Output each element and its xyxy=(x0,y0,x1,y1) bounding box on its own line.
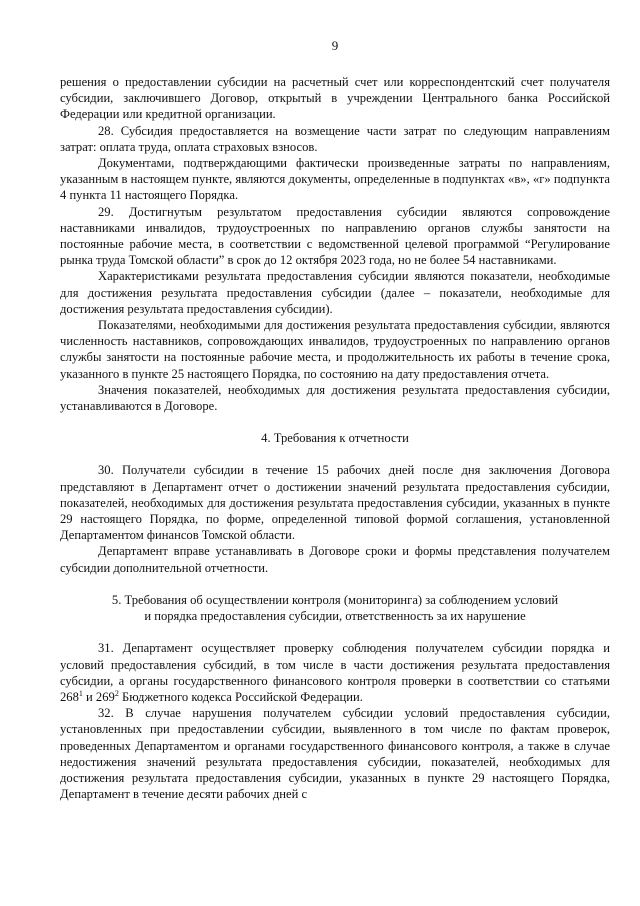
paragraph-characteristics: Характеристиками результата предоставления субсидии являются показатели, необходимые для достижения результата предоставления субсидии (далее – показатели, необходимые для достижения результата предоставления субсидии). xyxy=(60,269,610,316)
superscript-2: 2 xyxy=(114,688,119,698)
section-heading-5-line2: и порядка предоставления субсидии, ответственность за их нарушение xyxy=(144,609,526,624)
paragraph-28: 28. Субсидия предоставляется на возмещение части затрат по следующим направлениям затрат: оплата труда, оплата страховых взносов. xyxy=(60,123,610,154)
section-heading-5 xyxy=(60,592,610,624)
paragraph-32: 32. В случае нарушения получателем субсидии условий предоставления субсидии, установленных при предоставлении субсидии, выявленного в том числе по фактам проверок, проведенных Департаментом и органами государственного финансового контроля, а также в случае недостижения значений результата предоставления субсидии, показателей, необходимых для достижения результата предоставления субсидии, указанных в пункте 29 настоящего Порядка, Департамент в течение десяти рабочих дней с xyxy=(60,706,610,802)
document-body xyxy=(60,74,610,802)
paragraph-31-text-b: и 269 xyxy=(82,689,115,704)
paragraph-indicators: Показателями, необходимыми для достижения результата предоставления субсидии, являются численность наставников, сопровождающих инвалидов, трудоустроенных по направлению органов службы занятости на постоянные рабочие места, и продолжительность их работы в течение срока, указанного в пункте 25 настоящего Порядка, по состоянию на дату предоставления отчета. xyxy=(60,318,610,381)
paragraph-continuation: решения о предоставлении субсидии на расчетный счет или корреспондентский счет получателя субсидии, заключившего Договор, открытый в учреждении Центрального банка Российской Федерации или кредитной организации. xyxy=(60,75,610,122)
paragraph-values: Значения показателей, необходимых для достижения результата предоставления субсидии, устанавливаются в Договоре. xyxy=(60,382,610,414)
page-number: 9 xyxy=(331,38,339,53)
section-heading-5-line1: 5. Требования об осуществлении контроля (мониторинга) за соблюдением условий xyxy=(111,592,559,607)
paragraph-31 xyxy=(60,640,610,705)
paragraph-31-text-c: Бюджетного кодекса Российской Федерации. xyxy=(118,689,363,704)
paragraph-29: 29. Достигнутым результатом предоставления субсидии являются сопровождение наставниками инвалидов, трудоустроенных по направлению органов службы занятости на постоянные рабочие места, в соответствии с ведомственной целевой программой “Регулирование рынка труда Томской области” в срок до 12 октября 2023 года, но не более 54 наставниками. xyxy=(60,204,610,268)
paragraph-31-text-a: 31. Департамент осуществляет проверку соблюдения получателем субсидии порядка и условий предоставления субсидий, в том числе в части достижения результата предоставления субсидии, а органы государственного финансового контроля проверки в соответствии со статьями 268 xyxy=(60,641,610,704)
superscript-1: 1 xyxy=(78,688,83,698)
paragraph-department-rights: Департамент вправе устанавливать в Договоре сроки и формы представления получателем субсидии дополнительной отчетности. xyxy=(60,544,610,575)
paragraph-30: 30. Получатели субсидии в течение 15 рабочих дней после дня заключения Договора представляют в Департамент отчет о достижении значений результата предоставления субсидии, показателей, необходимых для достижения результата предоставления субсидии, указанных в пункте 29 настоящего Порядка, по форме, определенной типовой формой соглашения, установленной Департаментом финансов Томской области. xyxy=(60,463,610,543)
section-heading-4: 4. Требования к отчетности xyxy=(261,431,409,446)
paragraph-documents: Документами, подтверждающими фактически произведенные затраты по направлениям, указанным в настоящем пункте, являются документы, определенные в подпунктах «в», «г» подпункта 4 пункта 11 настоящего Порядка. xyxy=(60,156,610,203)
